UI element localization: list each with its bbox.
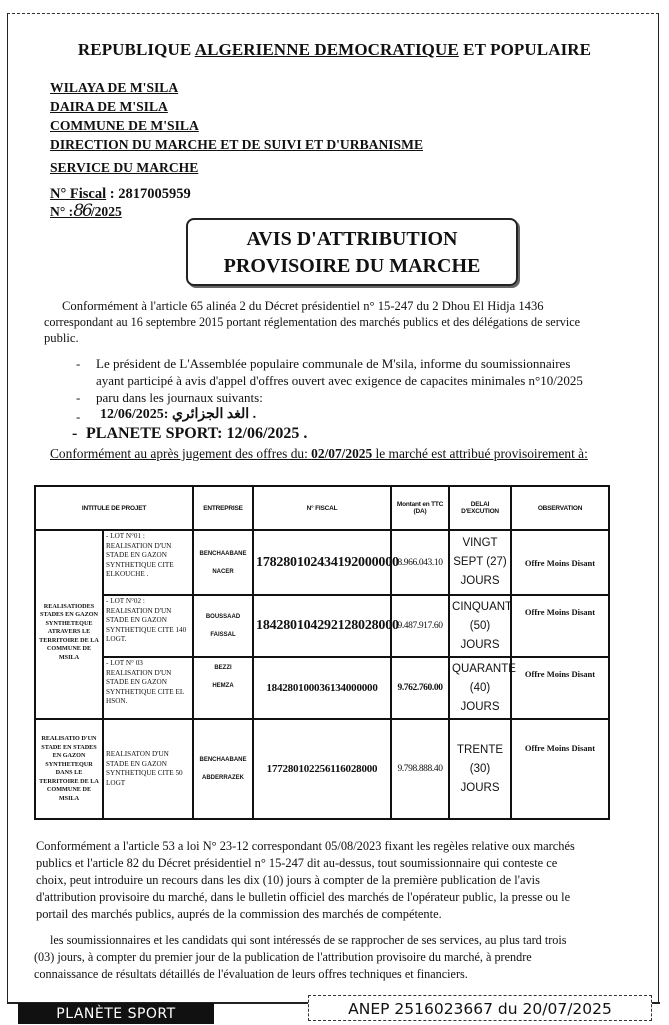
bullet-dash: -: [72, 425, 78, 442]
table-row: [35, 657, 609, 719]
judgement-prefix: Conformément au après jugement des offres du:: [50, 446, 312, 461]
intro-line-1: Conformément à l'article 65 alinéa 2 du Décret présidentiel n° 15-247 du 2 Dhou El Hidja 1436: [62, 299, 544, 313]
fiscal-cell: 178280102434192000000: [253, 530, 391, 595]
bullet-planete-sport: PLANETE SPORT: 12/06/2025 .: [86, 425, 308, 442]
republic-part3: ET POPULAIRE: [458, 40, 592, 59]
republic-part1: REPUBLIQUE: [77, 40, 195, 59]
intro-line-3: public.: [44, 331, 79, 345]
judgement-date: 02/07/2025: [311, 446, 373, 461]
company-name: [193, 595, 253, 657]
delay-line-1: QUARANTE: [452, 662, 516, 675]
observation-cell: Offre Moins Disant: [511, 719, 609, 819]
delay-line-2: SEPT (27): [453, 556, 507, 568]
recourse-line-1: Conformément a l'article 53 a loi N° 23-12 correspondant 05/08/2023 fixant les regèles relative oux marchés: [36, 839, 575, 853]
company-line-2: NACER: [212, 568, 234, 575]
number-year: /2025: [90, 204, 122, 219]
observation-cell: Offre Moins Disant: [511, 530, 609, 595]
amount-cell: 9.487.917.60: [391, 595, 449, 657]
delay-cell: [449, 657, 516, 719]
header-amount: Montant en TTC (DA): [391, 486, 449, 530]
judgement-line: [50, 446, 588, 462]
notice-number: [50, 201, 122, 221]
bullet-president-cont: ayant participé à avis d'appel d'offres ouvert avec exigence de capacites minimales n°10/2025: [96, 373, 583, 388]
republic-heading: [0, 40, 669, 60]
bullet-president: Le président de L'Assemblée populaire communale de M'sila, informe du soumissionnaires: [96, 356, 571, 371]
title-line-2: PROVISOIRE DU MARCHE: [223, 255, 481, 277]
bullet-dash: -: [76, 356, 81, 371]
footer-rule: [7, 1002, 18, 1004]
commune-line: COMMUNE DE M'SILA: [50, 118, 199, 133]
company-line-2: FAISSAL: [210, 632, 236, 638]
daira-line: DAIRA DE M'SILA: [50, 99, 168, 114]
delay-line-1: TRENTE: [457, 743, 504, 756]
notice-title-box: [186, 218, 518, 286]
header-project: INTITULE DE PROJET: [35, 486, 193, 530]
lot-description: - LOT N°01 : REALISATION D'UN STADE EN GAZON SYNTHETIQUE CITE ELKOUCHE .: [103, 530, 193, 595]
fiscal-label: N° Fiscal: [50, 186, 107, 202]
company-line-1: BEZZI: [214, 665, 232, 671]
lot-description: REALISATON D'UN STADE EN GAZON SYNTHETIQUE CITE 50 LOGT: [103, 719, 193, 819]
fiscal-value: : 2817005959: [106, 186, 191, 202]
project-group-2: REALISATIO D'UN STADE EN STADES EN GAZON SYNTHETEQUR DANS LE TERRITOIRE DE LA COMMUNE DE MSILA: [35, 719, 103, 819]
recourse-line-4: d'attribution provisoire du marché, dans le bulletin officiel des marchés de l'opérateur public, la presse ou le: [36, 890, 571, 904]
judgement-suffix: le marché est attribué provisoirement à:: [372, 446, 588, 461]
header-company: ENTREPRISE: [193, 486, 253, 530]
company-line-1: BOUSSAAD: [205, 614, 241, 620]
fiscal-cell: 184280104292128028000: [253, 595, 391, 657]
attribution-table: [34, 485, 610, 820]
bullet-journals: paru dans les journaux suivants:: [96, 390, 263, 405]
company-line-1: BENCHAABANE: [199, 757, 247, 763]
info-line-3: connaissance de résultats détaillés de l'évaluation de leurs offres techniques et financiers.: [34, 967, 468, 981]
delay-line-1: CINQUANT: [452, 600, 513, 613]
info-line-1: les soumissionnaires et les candidats qui sont intéressés de se rapprocher de ses services, au plus tard trois: [50, 933, 567, 947]
company-name: [193, 530, 253, 595]
recourse-line-5: portail des marchés publics, auprés de la commission des marchés de compétente.: [36, 907, 442, 921]
bullet-dash: -: [76, 390, 81, 405]
amount-cell: 9.798.888.40: [391, 719, 449, 819]
handwritten-number: 86: [73, 201, 91, 221]
lot-description: - LOT N° 03 REALISATION D'UN STADE EN GAZON SYNTHETIQUE CITE EL HSON.: [103, 657, 193, 719]
footer-rule: [652, 1002, 660, 1004]
recourse-line-2: publics et l'article 82 du Décret présidentiel n° 15-247 dit au-dessus, tout soumissionnaire qui conteste ce: [36, 856, 558, 870]
direction-line: DIRECTION DU MARCHE ET DE SUIVI ET D'URBANISME: [50, 137, 424, 152]
delay-line-2: (30) JOURS: [460, 762, 500, 794]
delay-cell: [449, 595, 511, 657]
recourse-line-3: choix, peut introduire un recours dans les dix (10) jours à compter de la première publication de l'avis: [36, 873, 540, 887]
lot-description: - LOT N°02 : REALISATION D'UN STADE EN GAZON SYNTHETIQUE CITE 140 LOGT.: [103, 595, 193, 657]
table-header-row: [35, 486, 609, 530]
footer-rule: [214, 1002, 308, 1004]
table-row: [35, 530, 609, 595]
company-line-2: HEMZA: [212, 683, 234, 689]
fiscal-cell: 184280100036134000000: [253, 657, 391, 719]
title-line-1: AVIS D'ATTRIBUTION: [246, 228, 458, 250]
header-delay: DELAI D'EXCUTION: [449, 486, 511, 530]
anep-reference: ANEP 2516023667 du 20/07/2025: [308, 995, 652, 1021]
project-group-1: REALISATIODES STADES EN GAZON SYNTHETEQUE ATRAVERS LE TERRITOIRE DE LA COMMUNE DE MSILA: [35, 530, 103, 719]
intro-line-2: correspondant au 16 septembre 2015 portant réglementation des marchés publics et des délégations de service: [44, 315, 581, 329]
amount-cell: 8.966.043.10: [391, 530, 449, 595]
table-row: [35, 719, 609, 819]
wilaya-line: WILAYA DE M'SILA: [50, 80, 179, 95]
table-row: [35, 595, 609, 657]
bullet-dash: -: [76, 409, 81, 424]
delay-line-3: JOURS: [460, 575, 500, 587]
delay-cell: [449, 530, 511, 595]
service-line: SERVICE DU MARCHE: [50, 160, 199, 175]
number-label: N° :: [50, 204, 74, 219]
fiscal-cell: 177280102256116028000: [253, 719, 391, 819]
amount-cell: 9.762.760.00: [391, 657, 449, 719]
header-observation: OBSERVATION: [511, 486, 609, 530]
company-line-1: BENCHAABANE: [199, 550, 247, 557]
observation-cell: Offre Moins Disant: [511, 595, 609, 657]
company-name: [193, 657, 253, 719]
publication-banner: PLANÈTE SPORT: [18, 1003, 214, 1024]
bullet-el-ghad: 12/06/2025: الغد الجزائري .: [100, 407, 257, 422]
company-name: [193, 719, 253, 819]
delay-line-2: (50) JOURS: [460, 619, 500, 651]
delay-line-2: (40) JOURS: [460, 681, 500, 713]
info-line-2: (03) jours, à compter du premier jour de la publication de l'attribution provisoire du marché, à prendre: [34, 950, 532, 964]
delay-cell: [449, 719, 511, 819]
delay-line-1: VINGT: [462, 537, 498, 549]
header-fiscal: N° FISCAL: [253, 486, 391, 530]
observation-cell: Offre Moins Disant: [511, 657, 609, 719]
company-line-2: ABDERRAZEK: [202, 775, 245, 781]
republic-part2: ALGERIENNE DEMOCRATIQUE: [194, 40, 459, 59]
